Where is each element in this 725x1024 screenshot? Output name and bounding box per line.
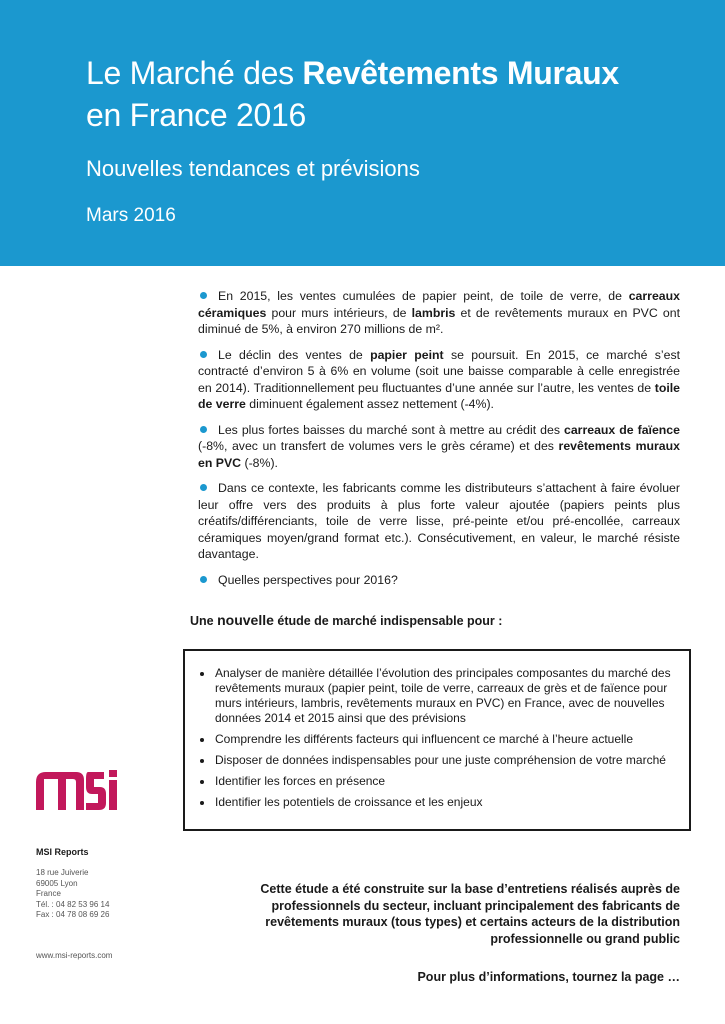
list-item: Identifier les forces en présence bbox=[198, 774, 673, 789]
bullet-dot-icon bbox=[200, 484, 207, 491]
list-item: Comprendre les différents facteurs qui influencent ce marché à l’heure actuelle bbox=[198, 732, 673, 747]
bullet-icon bbox=[200, 780, 204, 784]
turn-page-note: Pour plus d’informations, tournez la page … bbox=[417, 970, 680, 984]
objectives-list bbox=[198, 666, 673, 816]
msi-logo-icon bbox=[36, 770, 118, 810]
report-title: Le Marché des Revêtements Muraux en France 2016 bbox=[86, 55, 619, 133]
bullet-dot-icon bbox=[200, 351, 207, 358]
bullet-icon bbox=[200, 801, 204, 805]
list-item: Le déclin des ventes de papier peint se poursuit. En 2015, ce marché s’est contracté d’environ 5 à 6% en volume (soit une baisse comparable à celle enregistrée en 2014). Traditionnellement peu fluctuantes d’une année sur l’autre, les ventes de toile de verre diminuent également assez nettement (-4%). bbox=[198, 347, 681, 411]
bullet-dot-icon bbox=[200, 292, 207, 299]
header-banner bbox=[0, 0, 725, 266]
bullet-dot-icon bbox=[200, 426, 207, 433]
report-date: Mars 2016 bbox=[86, 205, 176, 226]
key-findings-list bbox=[198, 288, 680, 597]
company-address: 18 rue Juiverie 69005 Lyon France Tél. : 04 82 53 96 14 Fax : 04 78 08 69 26 bbox=[36, 868, 110, 919]
list-item: Les plus fortes baisses du marché sont à mettre au crédit des carreaux de faïence (-8%, avec un transfert de volumes vers le grès cérame) et des revêtements muraux en PVC (-8%). bbox=[198, 422, 680, 470]
bullet-icon bbox=[200, 738, 204, 742]
methodology-note: Cette étude a été construite sur la base d’entretiens réalisés auprès de professionnels du secteur, incluant principalement des fabricants de revêtements muraux (tous types) et certains acteurs de la distribution professionnelle ou grand public bbox=[260, 882, 680, 946]
study-intro: Une nouvelle étude de marché indispensable pour : bbox=[190, 612, 503, 628]
list-item: Disposer de données indispensables pour une juste compréhension de votre marché bbox=[198, 753, 673, 768]
report-subtitle: Nouvelles tendances et prévisions bbox=[86, 156, 420, 181]
list-item: Quelles perspectives pour 2016? bbox=[198, 572, 680, 589]
msi-logo bbox=[36, 770, 118, 815]
bullet-icon bbox=[200, 759, 204, 763]
list-item: Identifier les potentiels de croissance et les enjeux bbox=[198, 795, 673, 810]
bullet-dot-icon bbox=[200, 576, 207, 583]
objectives-box bbox=[183, 649, 691, 831]
bullet-icon bbox=[200, 672, 204, 676]
list-item: En 2015, les ventes cumulées de papier peint, de toile de verre, de carreaux céramiques pour murs intérieurs, de lambris et de revêtements muraux en PVC ont diminué de 5%, à environ 270 millions de m². bbox=[198, 289, 680, 336]
list-item: Dans ce contexte, les fabricants comme les distributeurs s’attachent à faire évoluer leur offre vers des produits à plus forte valeur ajoutée (papiers peints plus créatifs/différenciants, toile de verre lisse, pré-peinte et/ou pré-encollée, carreaux céramiques moyen/grand format etc.). Consécutivement, en valeur, le marché résiste davantage. bbox=[198, 481, 680, 561]
company-name: MSI Reports bbox=[36, 847, 89, 857]
list-item: Analyser de manière détaillée l’évolution des principales composantes du marché des revêtements muraux (papier peint, toile de verre, carreaux de grès et de faïence pour murs intérieurs, lambris, revêtements muraux en PVC) en France, avec de nouvelles données 2014 et 2015 ainsi que des prévisions bbox=[198, 666, 673, 726]
company-website[interactable]: www.msi-reports.com bbox=[36, 951, 113, 960]
